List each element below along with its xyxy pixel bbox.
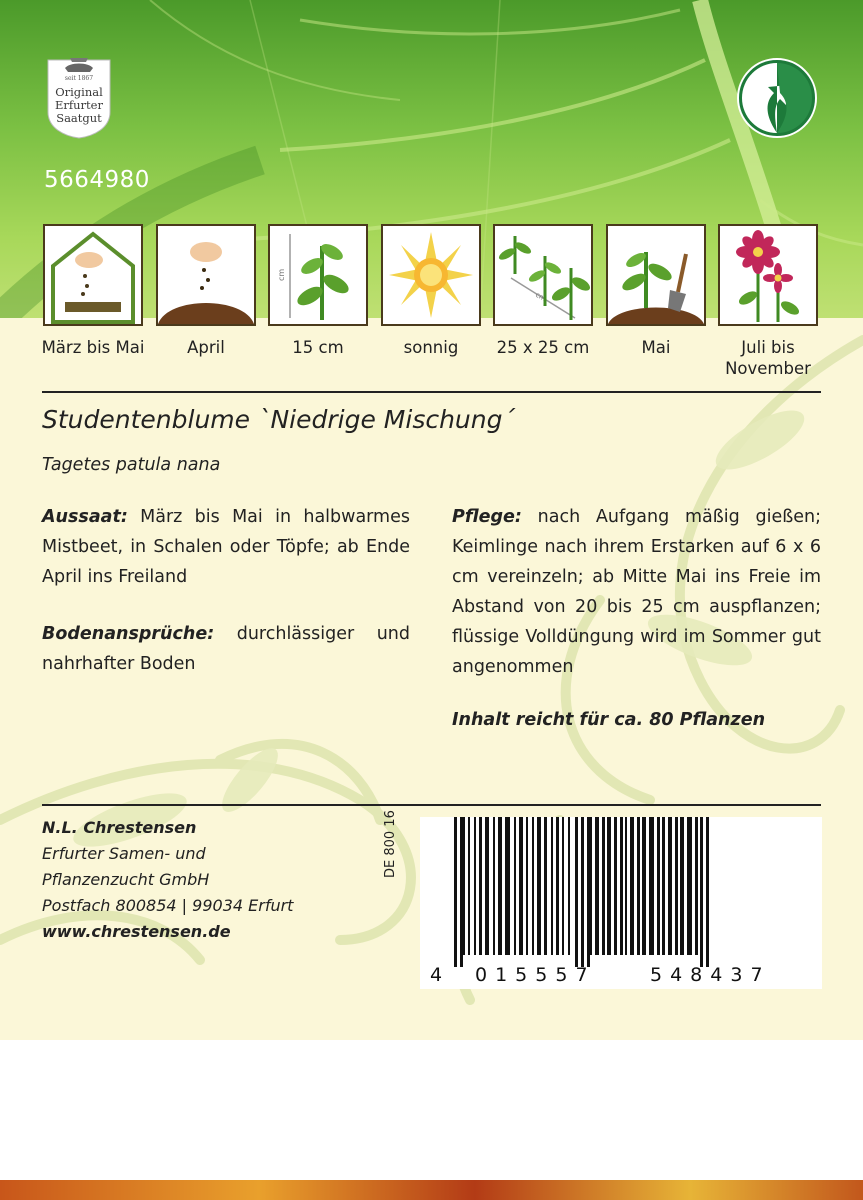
soil-paragraph bbox=[42, 619, 410, 679]
green-dot-recycling-icon bbox=[736, 57, 818, 139]
barcode-bar bbox=[680, 817, 684, 955]
plant-height-icon bbox=[268, 224, 368, 326]
barcode-bar bbox=[575, 817, 578, 967]
contents-note: Inhalt reicht für ca. 80 Pflanzen bbox=[452, 710, 766, 730]
barcode-bar bbox=[519, 817, 523, 955]
caption-flowering-line-2: November bbox=[725, 359, 811, 378]
organic-control-code: DE 800 16 bbox=[383, 810, 398, 878]
caption-flowering bbox=[708, 337, 828, 379]
sun-icon bbox=[381, 224, 481, 326]
barcode-bar bbox=[474, 817, 476, 955]
company-address bbox=[42, 815, 293, 945]
height-unit-label: cm bbox=[277, 268, 286, 281]
address-line-1: Erfurter Samen- und bbox=[42, 844, 206, 863]
barcode-bar bbox=[614, 817, 617, 955]
barcode-first-digit: 4 bbox=[430, 964, 443, 986]
barcode-bar bbox=[485, 817, 489, 955]
barcode-bar bbox=[620, 817, 623, 955]
seal-line-2: Erfurter bbox=[55, 98, 103, 112]
care-label: Pflege: bbox=[452, 507, 522, 527]
care-text: nach Aufgang mäßig gießen; Keimlinge nach ihrem Erstarken auf 6 x 6 cm vereinzeln; ab Mitte Mai ins Freie im Abstand von 20 bis 25 cm auspflanzen; flüssige Volldüngung wird im Sommer gut angenommen bbox=[452, 507, 821, 677]
barcode-bar bbox=[562, 817, 564, 955]
barcode-bar bbox=[551, 817, 553, 955]
barcode-bar bbox=[514, 817, 516, 955]
caption-planting-out: Mai bbox=[641, 338, 671, 357]
barcode-bar bbox=[642, 817, 646, 955]
barcode-bar bbox=[468, 817, 470, 955]
soil-text: durchlässiger und nahrhafter Boden bbox=[42, 624, 410, 674]
planting-out-icon bbox=[606, 224, 706, 326]
barcode-bar bbox=[498, 817, 502, 955]
sowing-text: März bis Mai in halbwarmes Mistbeet, in Schalen oder Töpfe; ab Ende April ins Freiland bbox=[42, 507, 410, 587]
product-title: Studentenblume `Niedrige Mischung´ bbox=[42, 405, 515, 434]
sowing-label: Aussaat: bbox=[42, 507, 128, 527]
barcode-bar bbox=[479, 817, 482, 955]
barcode-bar bbox=[544, 817, 547, 955]
barcode-bar bbox=[706, 817, 709, 967]
barcode-bar bbox=[581, 817, 584, 967]
seal-line-1: Original bbox=[55, 85, 103, 99]
barcode-bar bbox=[463, 817, 465, 955]
address-line-3: Postfach 800854 | 99034 Erfurt bbox=[42, 896, 294, 915]
caption-sowing-indoor: März bis Mai bbox=[41, 338, 145, 357]
barcode-bars bbox=[420, 817, 822, 967]
barcode-bar bbox=[460, 817, 463, 967]
barcode-bar bbox=[493, 817, 495, 955]
seal-year: seit 1867 bbox=[64, 75, 94, 82]
barcode-bar bbox=[657, 817, 660, 955]
article-number: 5664980 bbox=[44, 167, 150, 193]
caption-flowering-line-1: Juli bis bbox=[741, 338, 795, 357]
address-line-2: Pflanzenzucht GmbH bbox=[42, 870, 210, 889]
barcode-bar bbox=[625, 817, 627, 955]
seal-text bbox=[40, 86, 118, 125]
sowing-indoor-icon bbox=[43, 224, 143, 326]
barcode-bar bbox=[700, 817, 703, 967]
care-paragraph bbox=[452, 502, 821, 682]
barcode-bar bbox=[587, 817, 590, 967]
barcode-bar bbox=[602, 817, 605, 955]
barcode-bar bbox=[556, 817, 559, 955]
barcode-bar bbox=[668, 817, 672, 955]
barcode-bar bbox=[662, 817, 665, 955]
barcode-bar bbox=[607, 817, 611, 955]
seal-line-3: Saatgut bbox=[56, 111, 102, 125]
barcode-bar bbox=[687, 817, 692, 955]
divider-bottom bbox=[42, 804, 821, 806]
ean-barcode bbox=[420, 817, 822, 989]
spacing-unit-label: cm bbox=[534, 290, 548, 304]
barcode-bar bbox=[630, 817, 634, 955]
barcode-bar bbox=[649, 817, 654, 955]
caption-sowing-outdoor: April bbox=[187, 338, 225, 357]
brand-seal bbox=[40, 50, 118, 140]
plant-spacing-icon bbox=[493, 224, 593, 326]
barcode-bar bbox=[537, 817, 541, 955]
barcode-bar bbox=[505, 817, 510, 955]
divider-top bbox=[42, 391, 821, 393]
barcode-left-digits: 015557 bbox=[475, 964, 596, 986]
caption-plant-spacing: 25 x 25 cm bbox=[496, 338, 590, 357]
latin-name: Tagetes patula nana bbox=[42, 455, 221, 475]
company-name: N.L. Chrestensen bbox=[42, 818, 197, 837]
barcode-bar bbox=[695, 817, 698, 955]
barcode-bar bbox=[675, 817, 678, 955]
caption-plant-height: 15 cm bbox=[292, 338, 344, 357]
marigold-photo-strip bbox=[0, 1180, 863, 1200]
soil-label: Bodenansprüche: bbox=[42, 624, 215, 644]
barcode-right-digits: 548437 bbox=[650, 964, 771, 986]
flowering-icon bbox=[718, 224, 818, 326]
company-website: www.chrestensen.de bbox=[42, 922, 231, 941]
barcode-bar bbox=[590, 817, 592, 955]
sowing-outdoor-icon bbox=[156, 224, 256, 326]
sowing-paragraph bbox=[42, 502, 410, 592]
barcode-bar bbox=[568, 817, 570, 955]
barcode-bar bbox=[532, 817, 534, 955]
barcode-bar bbox=[595, 817, 599, 955]
barcode-bar bbox=[454, 817, 457, 967]
barcode-digits bbox=[420, 964, 822, 990]
barcode-bar bbox=[637, 817, 640, 955]
barcode-bar bbox=[526, 817, 528, 955]
caption-sun: sonnig bbox=[403, 338, 459, 357]
